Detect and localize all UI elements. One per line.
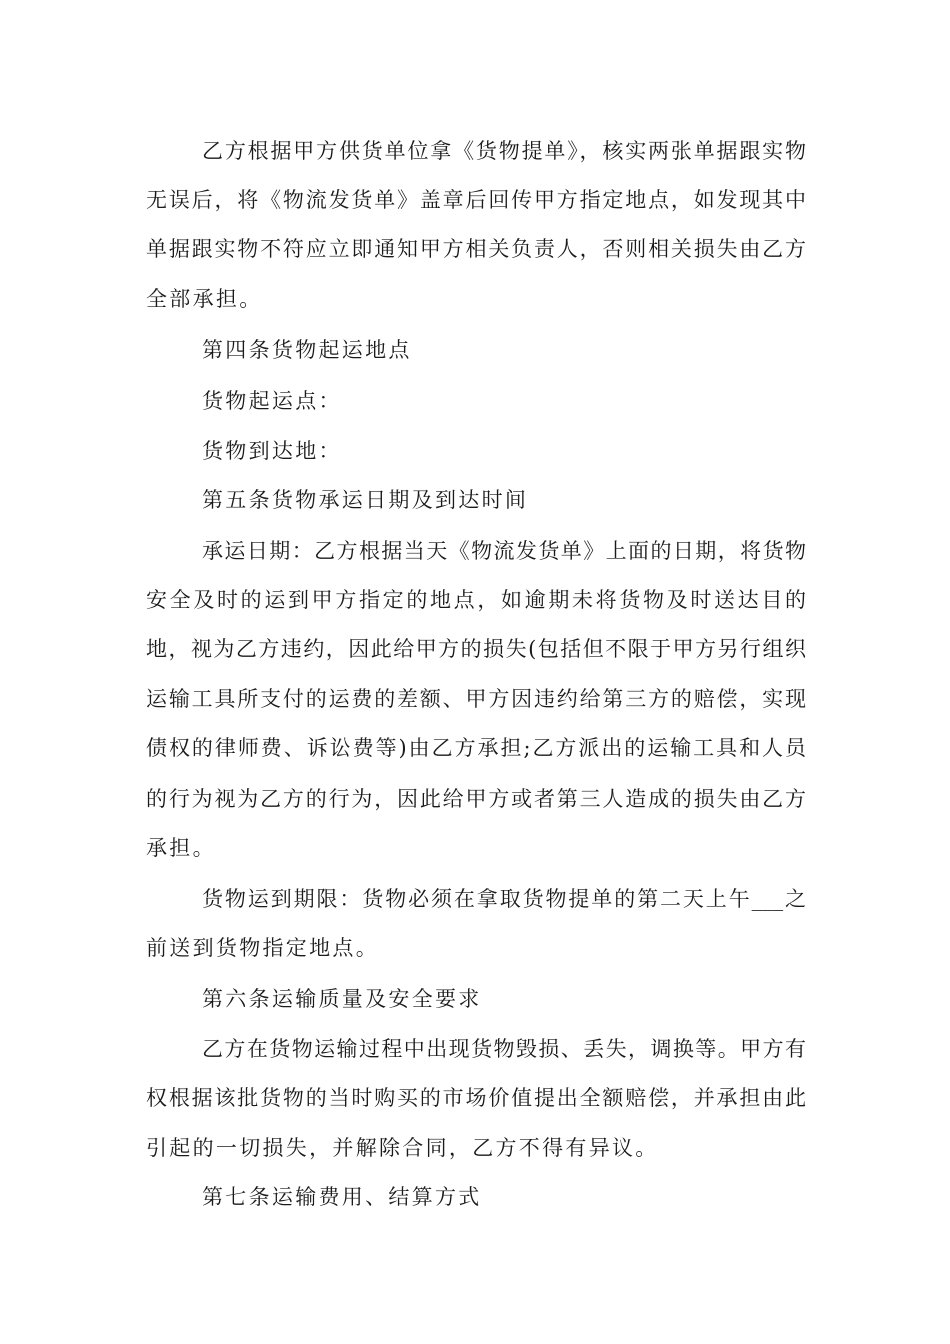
paragraph-line: 前送到货物指定地点。: [146, 936, 379, 960]
paragraph-line: 货物运到期限：货物必须在拿取货物提单的第二天上午___之: [202, 887, 806, 911]
paragraph-line: 无误后，将《物流发货单》盖章后回传甲方指定地点，如发现其中: [146, 188, 806, 212]
paragraph-line: 地，视为乙方违约，因此给甲方的损失(包括但不限于甲方另行组织: [146, 637, 806, 661]
paragraph-line: 权根据该批货物的当时购买的市场价值提出全额赔偿，并承担由此: [146, 1086, 806, 1110]
field-origin: 货物起运点：: [202, 389, 342, 413]
paragraph-line: 引起的一切损失，并解除合同，乙方不得有异议。: [146, 1136, 659, 1160]
field-destination: 货物到达地：: [202, 439, 342, 463]
paragraph-line: 全部承担。: [146, 287, 263, 311]
section-heading-article-5: 第五条货物承运日期及到达时间: [202, 488, 529, 512]
paragraph-line: 乙方在货物运输过程中出现货物毁损、丢失，调换等。甲方有: [202, 1037, 806, 1061]
section-heading-article-6: 第六条运输质量及安全要求: [202, 987, 482, 1011]
paragraph-line: 乙方根据甲方供货单位拿《货物提单》，核实两张单据跟实物: [202, 139, 806, 163]
paragraph-line: 的行为视为乙方的行为，因此给甲方或者第三人造成的损失由乙方: [146, 787, 806, 811]
paragraph-line: 承担。: [146, 836, 216, 860]
paragraph-line: 单据跟实物不符应立即通知甲方相关负责人，否则相关损失由乙方: [146, 237, 806, 261]
paragraph-line: 债权的律师费、诉讼费等)由乙方承担;乙方派出的运输工具和人员: [146, 736, 806, 760]
section-heading-article-4: 第四条货物起运地点: [202, 338, 412, 362]
paragraph-line: 承运日期：乙方根据当天《物流发货单》上面的日期，将货物: [202, 539, 806, 563]
paragraph-line: 安全及时的运到甲方指定的地点，如逾期未将货物及时送达目的: [146, 588, 806, 612]
paragraph-line: 运输工具所支付的运费的差额、甲方因违约给第三方的赔偿，实现: [146, 687, 806, 711]
section-heading-article-7: 第七条运输费用、结算方式: [202, 1185, 482, 1209]
